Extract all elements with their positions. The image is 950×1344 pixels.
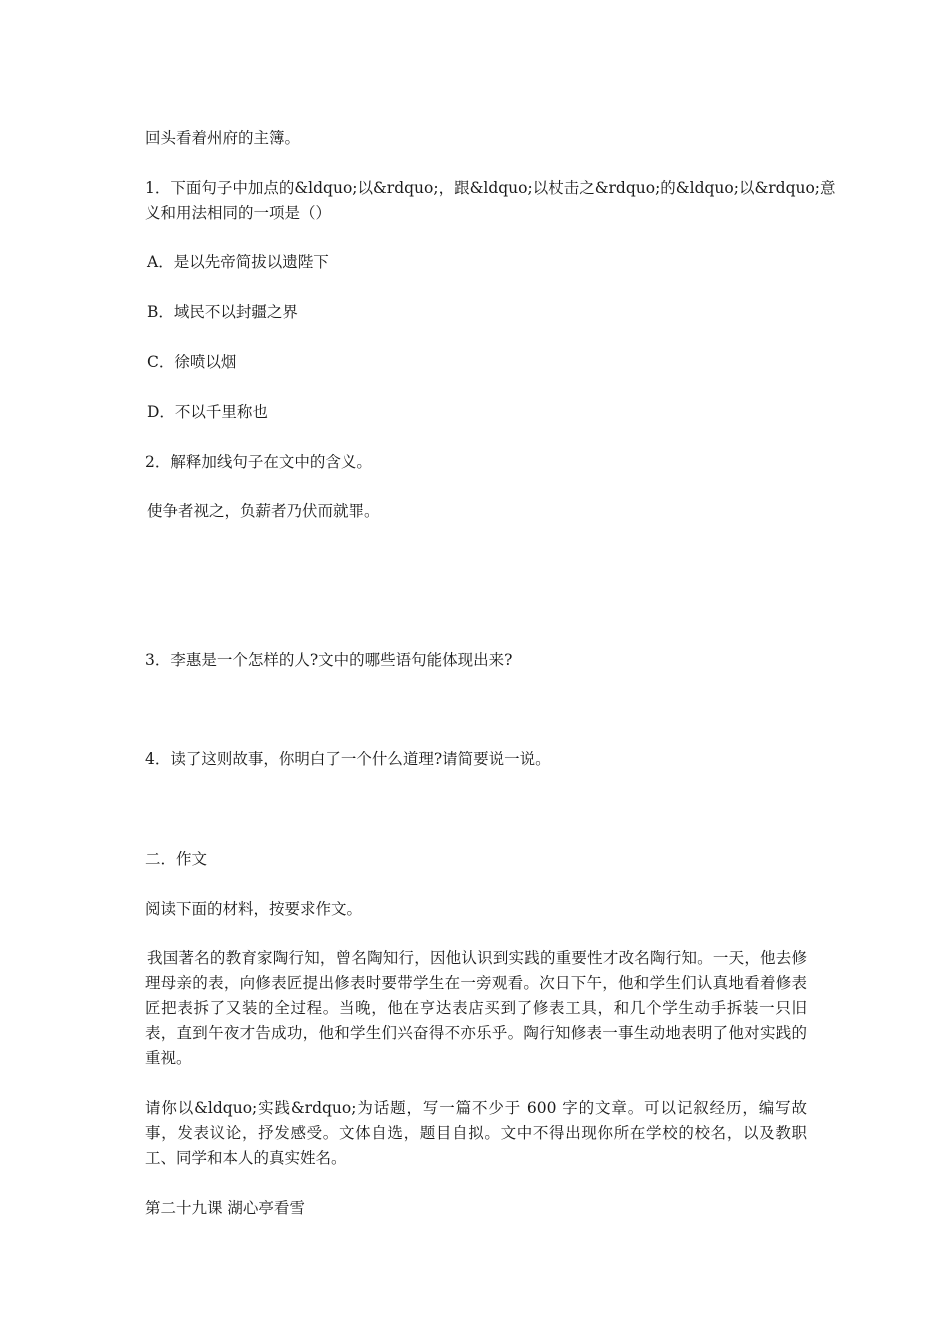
lesson-title: 第二十九课 湖心亭看雪 bbox=[145, 1199, 305, 1217]
question-3: 3．李惠是一个怎样的人?文中的哪些语句能体现出来? bbox=[145, 651, 513, 669]
essay-material: 我国著名的教育家陶行知，曾名陶知行，因他认识到实践的重要性才改名陶行知。一天，他去修理母亲的表，向修表匠提出修表时要带学生在一旁观看。次日下午，他和学生们认真地看着修表匠把表拆了又装的全过程。当晚，他在亨达表店买到了修表工具，和几个学生动手拆装一只旧表，直到午夜才告成功，他和学生们兴奋得不亦乐乎。陶行知修表一事生动地表明了他对实践的重视。 bbox=[145, 949, 807, 1067]
essay-requirement: 请你以&ldquo;实践&rdquo;为话题，写一篇不少于 600 字的文章。可以记叙经历，编写故事，发表议论，抒发感受。文体自选，题目自拟。文中不得出现你所在学校的校名，以及教职工、同学和本人的真实姓名。 bbox=[145, 1099, 807, 1167]
option-d: D．不以千里称也 bbox=[147, 403, 268, 421]
option-c: C．徐喷以烟 bbox=[147, 353, 237, 371]
section-heading-essay: 二．作文 bbox=[145, 850, 208, 868]
question-2-sentence: 使争者视之，负薪者乃伏而就罪。 bbox=[147, 502, 380, 520]
option-b: B．域民不以封疆之界 bbox=[147, 303, 298, 321]
option-a: A．是以先帝简拔以遗陛下 bbox=[147, 253, 329, 271]
question-1-line-1: 1．下面句子中加点的&ldquo;以&rdquo;，跟&ldquo;以杖击之&rdquo;的&ldquo;以&rdquo;意 bbox=[145, 179, 836, 197]
question-4: 4．读了这则故事，你明白了一个什么道理?请简要说一说。 bbox=[145, 750, 551, 768]
question-2: 2．解释加线句子在文中的含义。 bbox=[145, 453, 372, 471]
essay-instruction: 阅读下面的材料，按要求作文。 bbox=[145, 900, 363, 918]
intro-line: 回头看着州府的主簿。 bbox=[145, 129, 301, 147]
question-1-line-2: 义和用法相同的一项是（） bbox=[145, 204, 332, 222]
